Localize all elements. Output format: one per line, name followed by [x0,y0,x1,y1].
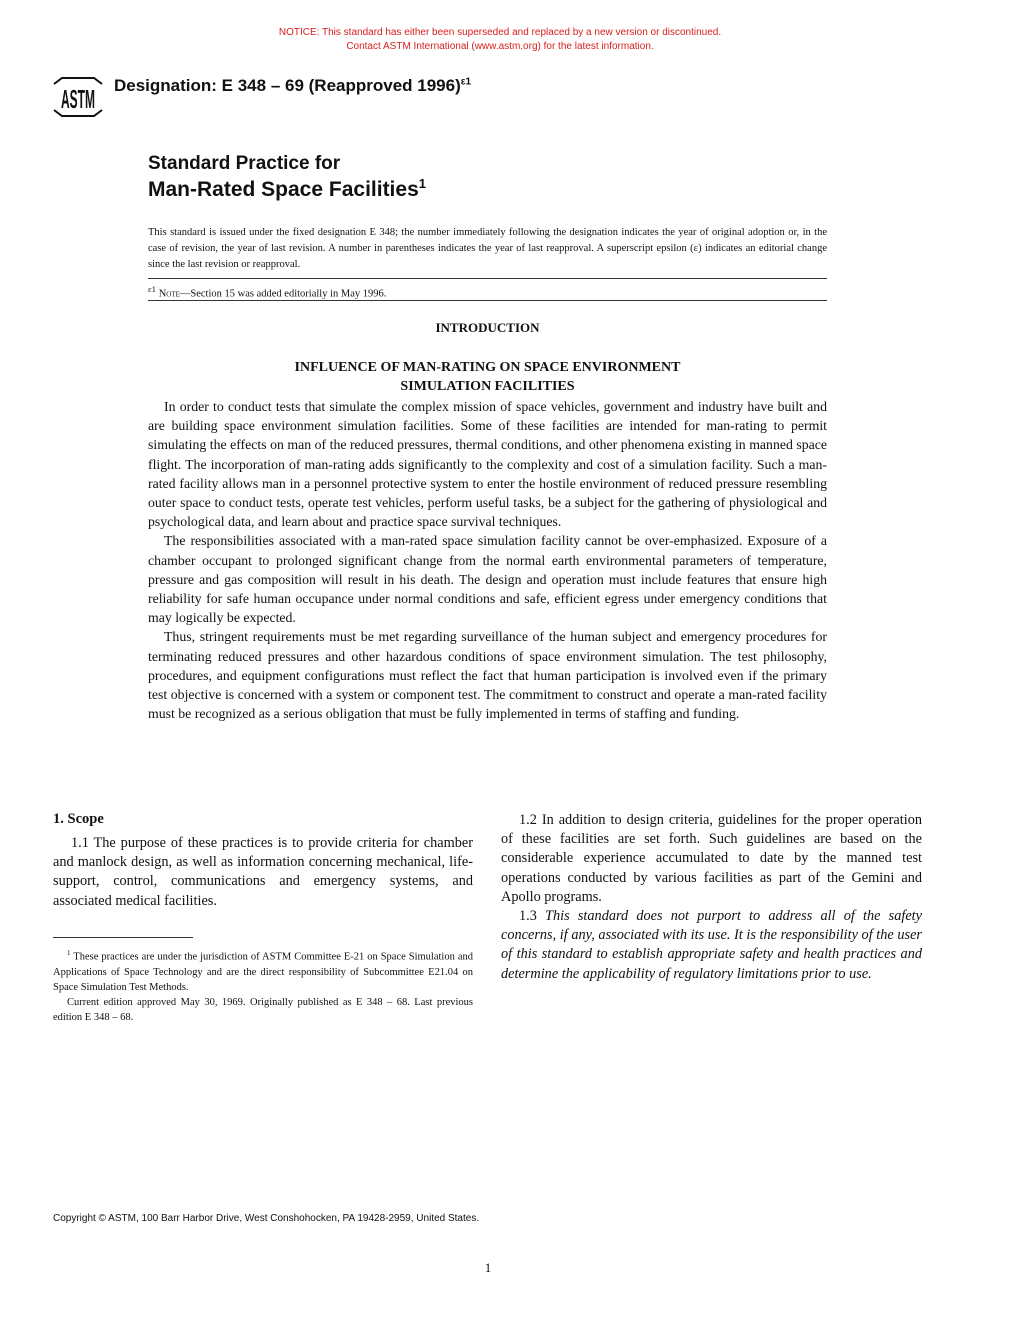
title-line-1: Standard Practice for [148,153,341,174]
subheading-line-1: INFLUENCE OF MAN-RATING ON SPACE ENVIRONMENT [294,360,681,375]
scope-heading: 1. Scope [53,811,104,827]
note-label: Note [158,288,180,300]
bottom-rule [148,300,827,301]
notice-line-2: Contact ASTM International (www.astm.org) for the latest information. [346,41,654,52]
footnote-1-mark: 1 [67,949,71,957]
designation-epsilon: ε1 [460,76,472,88]
section-1-1: 1.1 The purpose of these practices is to provide criteria for chamber and manlock design, as well as information concerning mechanical, life-support, control, communications and emergency systems, and associated medical facilities. [53,835,473,909]
notice-banner [0,26,1000,54]
title-footnote-mark: 1 [418,176,426,191]
note-epsilon: ε1 [148,284,157,294]
editorial-note [148,284,386,300]
title-line-2 [148,176,426,202]
section-1-2: 1.2 In addition to design criteria, guidelines for the proper operation of these facilities are set forth. Such guidelines are based on the considerable experience accumulated to date by the manned test operations conducted by various facilities as part of the Gemini and Apollo programs. [501,812,922,905]
copyright-line: Copyright © ASTM, 100 Barr Harbor Drive, West Conshohocken, PA 19428-2959, United States. [53,1213,480,1224]
astm-logo [52,76,104,118]
astm-logo-text: ASTM [61,86,95,115]
introduction-body [148,397,827,723]
subheading-line-2: SIMULATION FACILITIES [400,379,575,394]
designation-text: Designation: E 348 – 69 (Reapproved 1996) [114,76,461,95]
page-number: 1 [484,1260,492,1275]
intro-paragraph-3: Thus, stringent requirements must be met regarding surveillance of the human subject and emergency procedures for terminating reduced pressures and other hazardous conditions of space environment simulation. The test philosophy, procedures, and equipment configurations must reflect the fact that human participation is involved even if the primary test objective is concerned with a system or component test. The commitment to construct and operate a man-rated facility must be recognized as a serious obligation that must be fully implemented in terms of staffing and funding. [148,629,827,722]
intro-paragraph-2: The responsibilities associated with a man-rated space simulation facility cannot be over-emphasized. Exposure of a chamber occupant to prolonged significant change from the normal earth environmental parameters of temperature, pressure and gas composition will result in his death. The design and operation must include features that ensure high reliability for safe human occupance under normal conditions and safe, efficient egress under emergency conditions that may logically be expected. [148,533,827,626]
introduction-heading: INTRODUCTION [435,320,540,335]
footnotes [53,946,473,1025]
issuance-statement: This standard is issued under the fixed designation E 348; the number immediately following the designation indicates the year of original adoption or, in the case of revision, the year of last revision. A number in parentheses indicates the year of last reapproval. A superscript epsilon (ε) indicates an editorial change since the last revision or reapproval. [148,227,827,270]
designation [114,76,471,96]
right-column [501,811,922,984]
section-1-3-number: 1.3 [519,908,546,925]
footnote-1 [53,946,473,995]
introduction-subheading [148,358,827,396]
title-text: Man-Rated Space Facilities [148,178,419,201]
section-1-3 [501,907,922,984]
top-rule [148,278,827,279]
left-column [53,834,473,911]
footnote-1-text: These practices are under the jurisdiction of ASTM Committee E-21 on Space Simulation and Applications of Space Technology and are the direct responsibility of Subcommittee E21.04 on Space Simulation Test Methods. [53,951,473,993]
notice-line-1: NOTICE: This standard has either been superseded and replaced by a new version or discontinued. [278,27,722,38]
footnote-2: Current edition approved May 30, 1969. Originally published as E 348 – 68. Last previous edition E 348 – 68. [53,996,473,1023]
note-text: —Section 15 was added editorially in May 1996. [179,288,387,300]
intro-paragraph-1: In order to conduct tests that simulate the complex mission of space vehicles, government and industry have built and are building space environment simulation facilities. Some of these facilities are intended for man-rating to permit simulating the effects on man of the reduced pressures, thermal conditions, and other phenomena existing in manned space flight. The incorporation of man-rating adds significantly to the complexity and cost of a simulation facility. Such a man-rated facility allows man in a personnel protective system to enter the hostile environment of reduced pressure resembling outer space to conduct tests, operate test vehicles, perform useful tasks, be a subject for the gathering of physiological and psychological data, and learn about and practice space survival techniques. [148,399,827,530]
footnote-rule [53,937,193,938]
section-1-3-text: This standard does not purport to address all of the safety concerns, if any, associated with its use. It is the responsibility of the user of this standard to establish appropriate safety and health practices and determine the applicability of regulatory limitations prior to use. [501,908,922,982]
